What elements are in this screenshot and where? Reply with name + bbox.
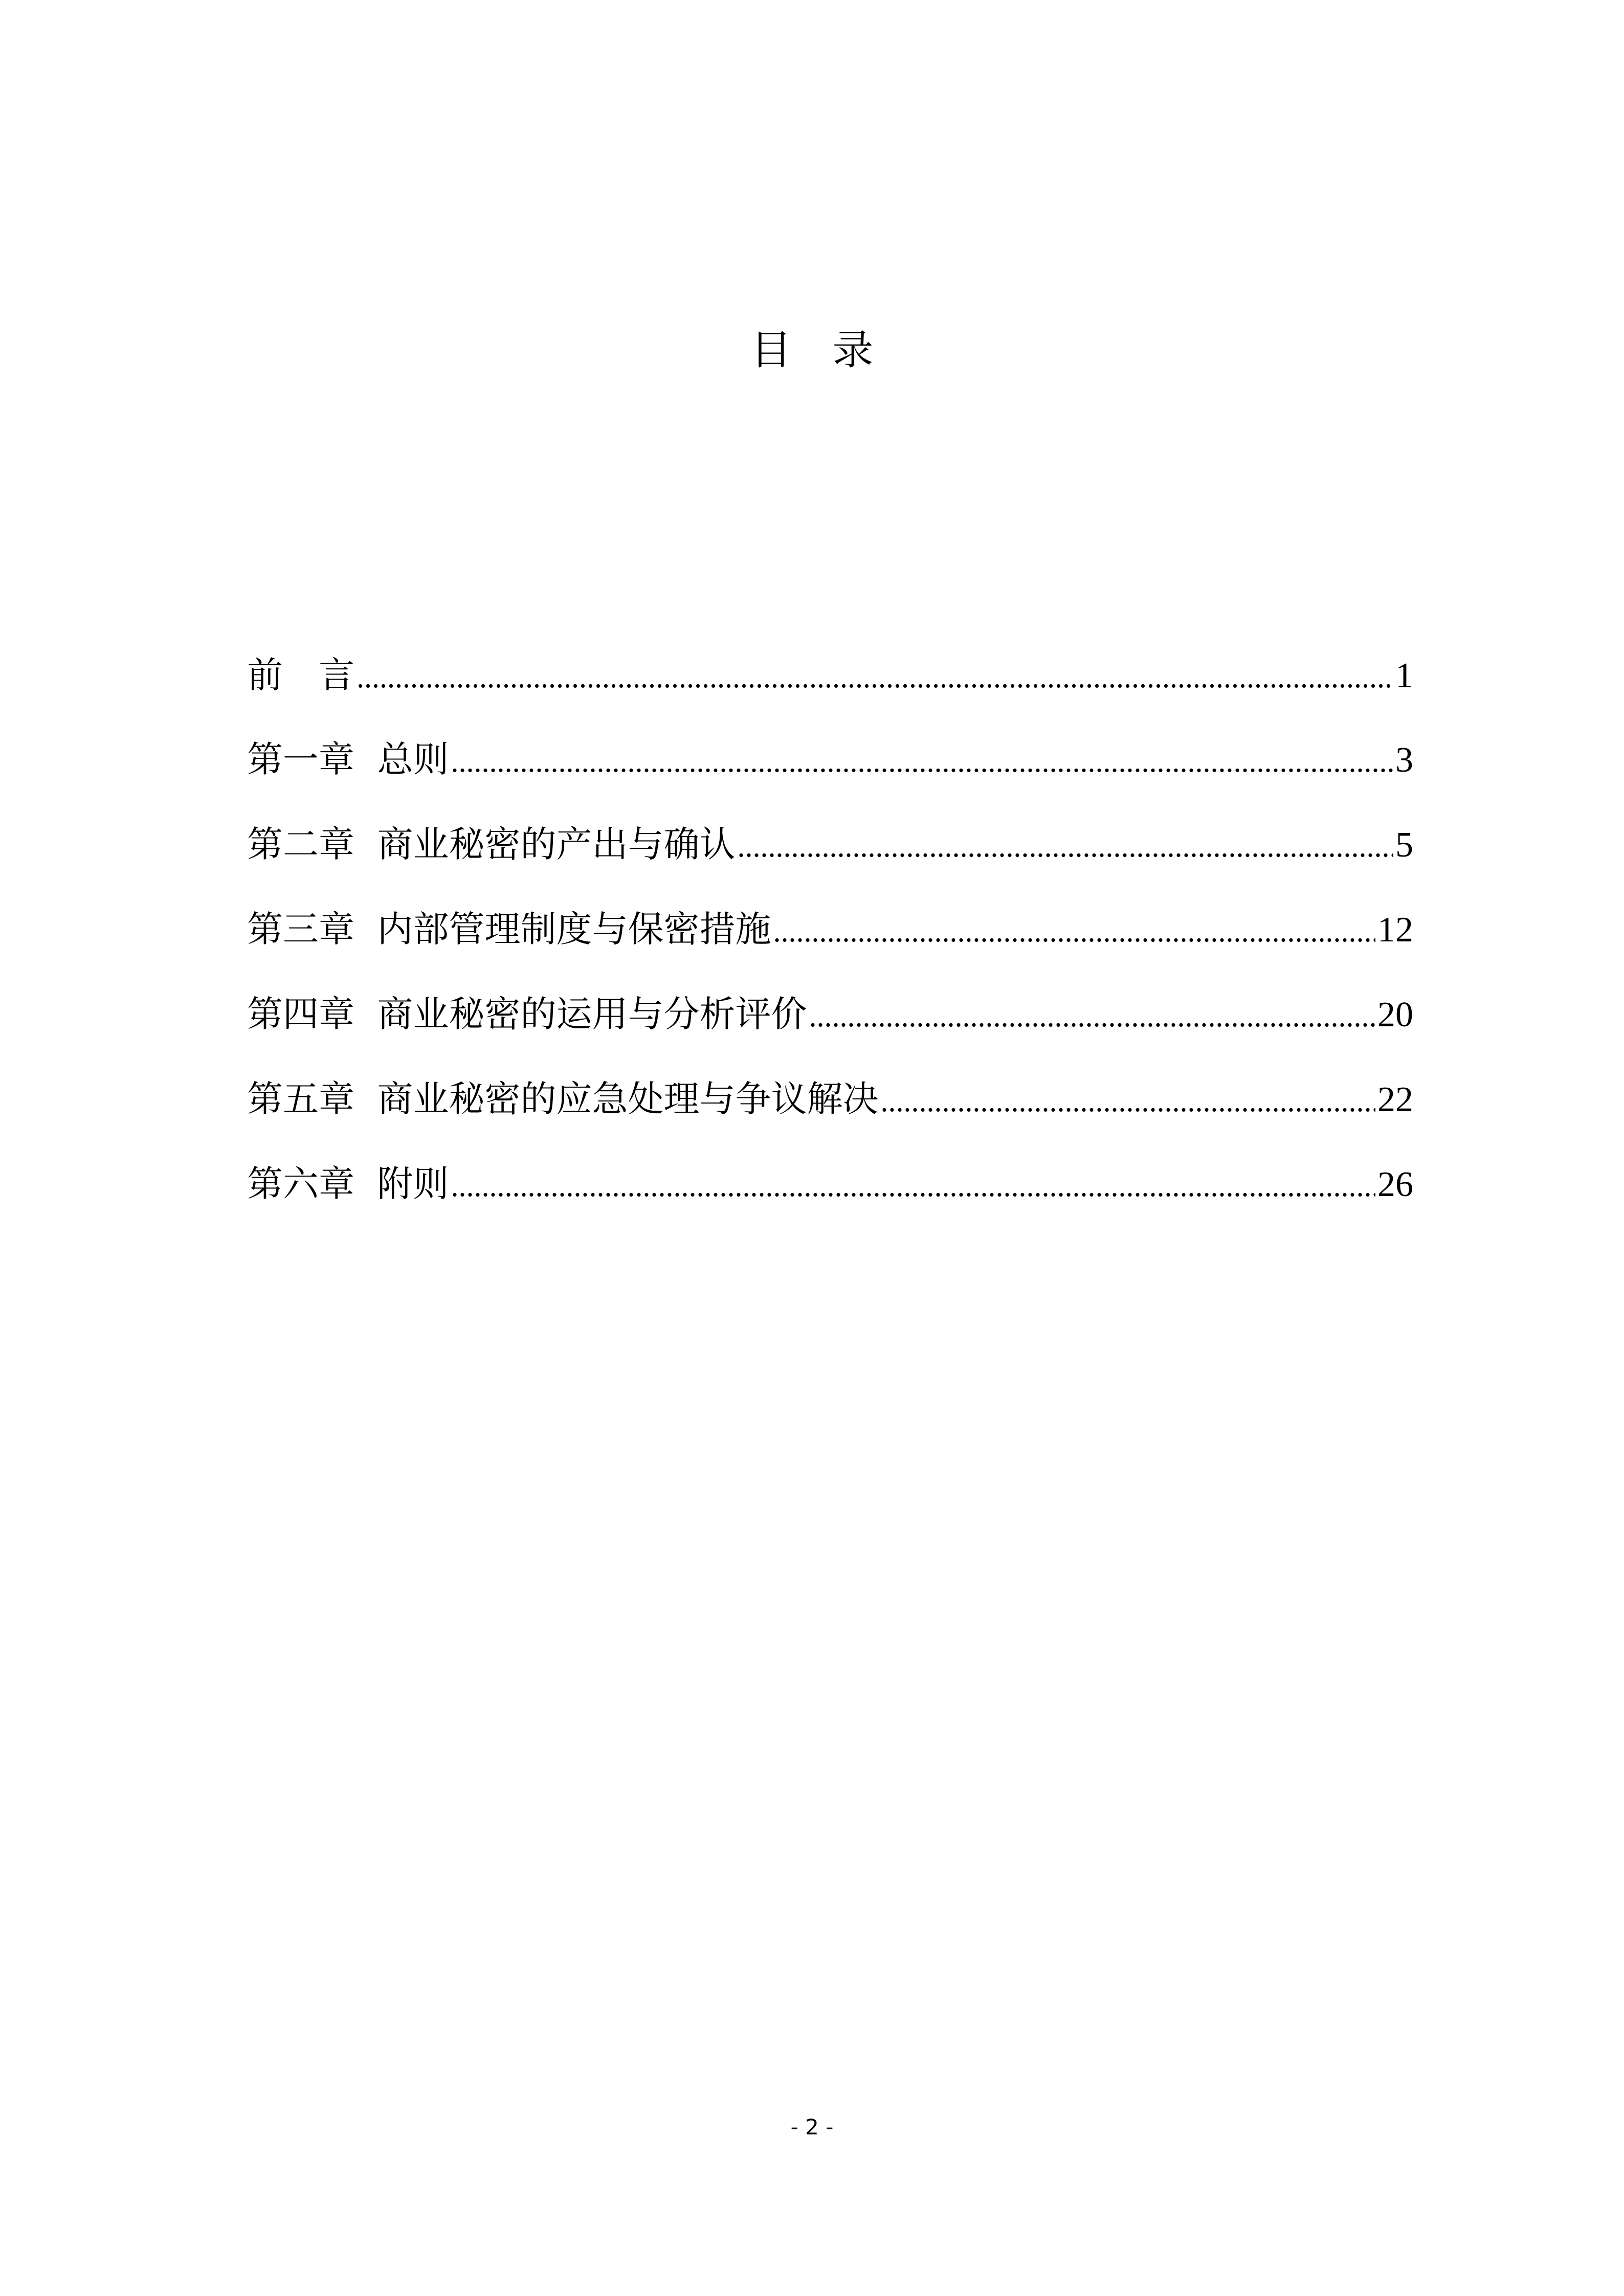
toc-entry-chapter-4[interactable] [247, 988, 1413, 1073]
toc-entry-chapter-6[interactable] [247, 1158, 1413, 1243]
toc-entry-label: 前 言 [247, 654, 354, 696]
toc-entry-preface[interactable] [247, 649, 1413, 734]
toc-entry-page: 20 [1377, 995, 1413, 1034]
toc-entry-label: 第四章 商业秘密的运用与分析评价 [247, 993, 807, 1035]
toc-leader-dots [451, 1160, 1375, 1211]
toc-entry-chapter-2[interactable] [247, 819, 1413, 904]
page-number: - 2 - [790, 2114, 834, 2140]
toc-entry-page: 22 [1377, 1080, 1413, 1119]
toc-entry-page: 12 [1377, 910, 1413, 950]
toc-leader-dots [773, 906, 1375, 957]
toc-list [247, 649, 1413, 1243]
toc-leader-dots [451, 736, 1393, 787]
toc-entry-label: 第一章 总则 [247, 738, 449, 780]
toc-entry-label: 第五章 商业秘密的应急处理与争议解决 [247, 1078, 879, 1120]
toc-entry-chapter-5[interactable] [247, 1073, 1413, 1158]
toc-entry-page: 3 [1395, 740, 1413, 780]
toc-leader-dots [357, 651, 1393, 703]
toc-entry-chapter-3[interactable] [247, 904, 1413, 988]
toc-entry-label: 第六章 附则 [247, 1163, 449, 1205]
toc-entry-label: 第三章 内部管理制度与保密措施 [247, 908, 771, 950]
toc-title: 目 录 [750, 326, 874, 374]
toc-leader-dots [881, 1075, 1375, 1127]
toc-entry-chapter-1[interactable] [247, 734, 1413, 819]
toc-entry-page: 5 [1395, 825, 1413, 865]
toc-entry-page: 26 [1377, 1165, 1413, 1204]
toc-entry-page: 1 [1395, 656, 1413, 695]
toc-leader-dots [738, 821, 1393, 872]
toc-leader-dots [809, 991, 1375, 1042]
toc-entry-label: 第二章 商业秘密的产出与确认 [247, 823, 736, 865]
